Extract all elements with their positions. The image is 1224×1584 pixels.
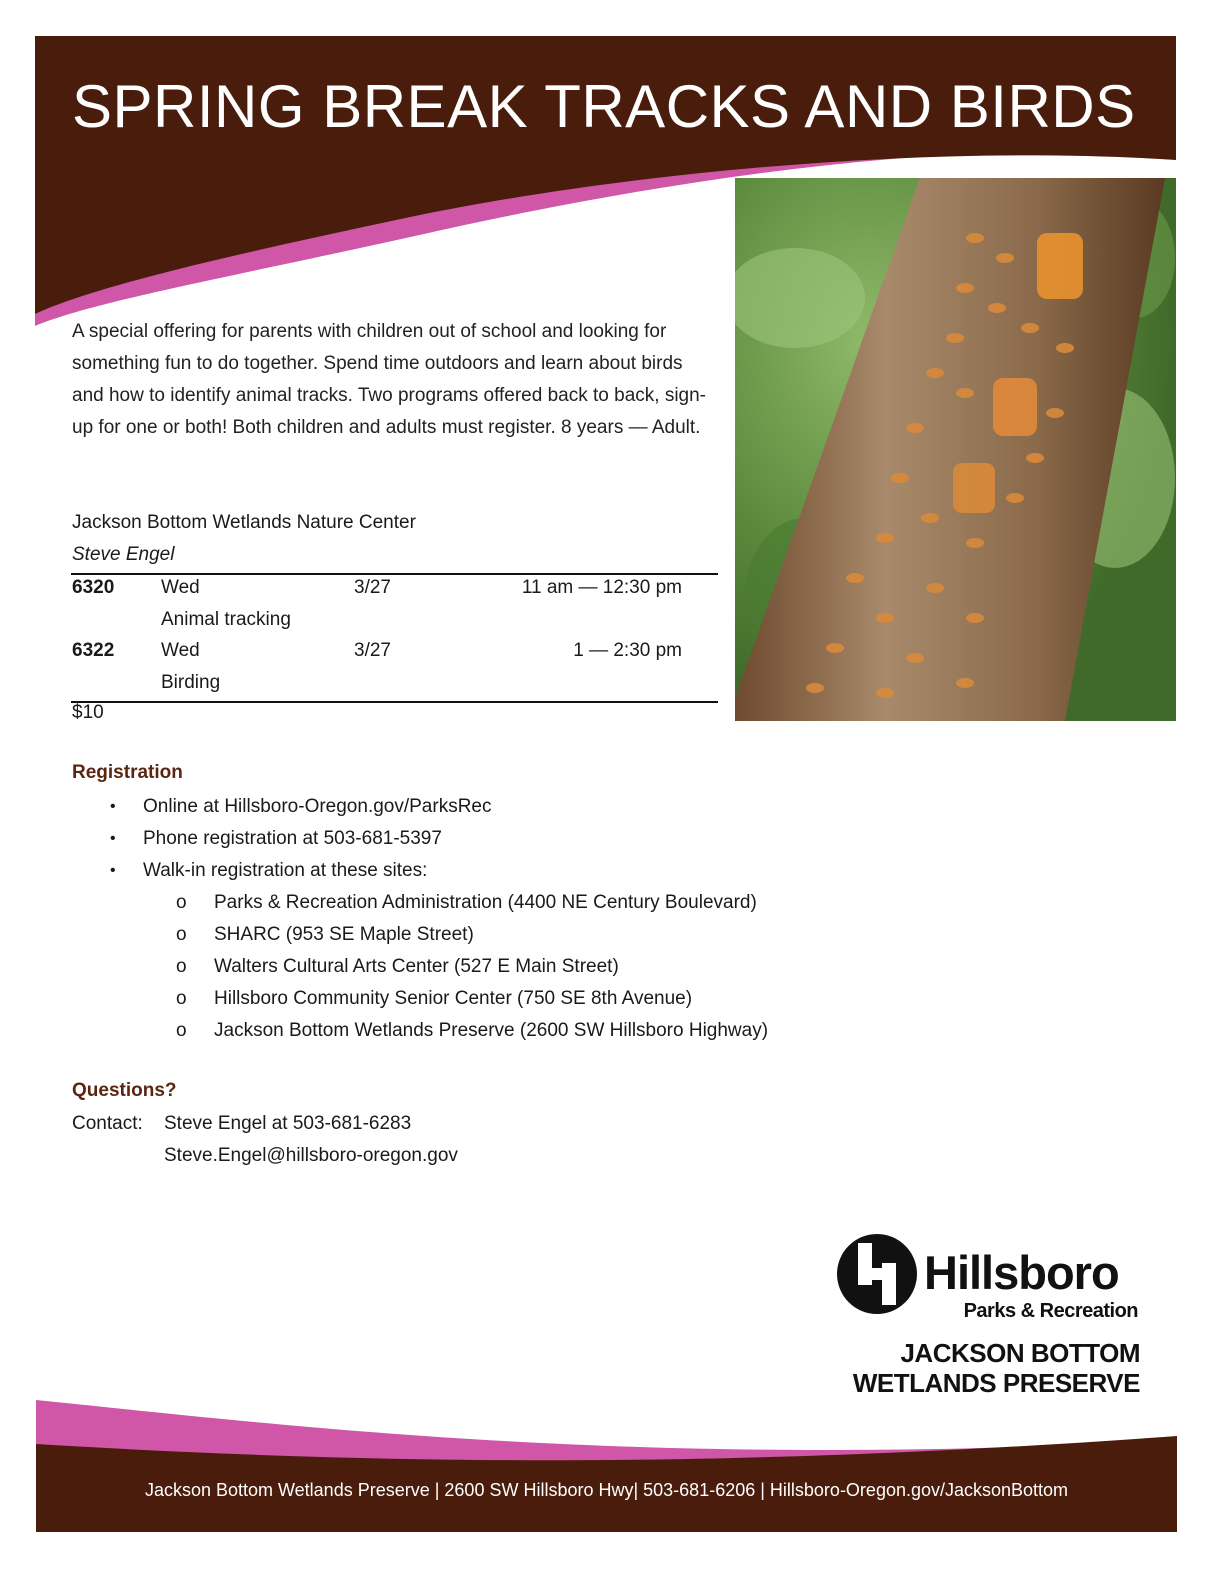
list-item: • Phone registration at 503-681-5397 bbox=[100, 823, 492, 855]
course-date: 3/27 bbox=[354, 640, 391, 661]
sub-bullet-icon: o bbox=[176, 956, 187, 977]
page-title: SPRING BREAK TRACKS AND BIRDS bbox=[72, 73, 1136, 140]
contact-email[interactable]: Steve.Engel@hillsboro-oregon.gov bbox=[164, 1145, 458, 1166]
intro-paragraph: A special offering for parents with children out of school and looking for something fun to do together. Spend time outdoors and learn about birds and how to identify animal tracks. Two programs offered back to back, sign-up for one or both! Both children and adults must register. 8 years — Adult. bbox=[72, 321, 707, 438]
logo-wordmark: Hillsboro bbox=[924, 1246, 1119, 1299]
registration-list bbox=[100, 791, 492, 887]
course-time: 11 am — 12:30 pm bbox=[521, 577, 682, 598]
sub-bullet-icon: o bbox=[176, 892, 187, 913]
preserve-name-line1: JACKSON BOTTOM bbox=[900, 1338, 1140, 1368]
sub-bullet-icon: o bbox=[176, 924, 187, 945]
course-program: Animal tracking bbox=[161, 609, 291, 630]
hillsboro-logo-icon bbox=[836, 1233, 918, 1315]
list-item: o Jackson Bottom Wetlands Preserve (2600 SW Hillsboro Highway) bbox=[176, 1015, 768, 1047]
fee: $10 bbox=[72, 702, 104, 723]
course-day: Wed bbox=[161, 640, 200, 661]
course-day: Wed bbox=[161, 577, 200, 598]
contact-label: Contact: bbox=[72, 1113, 143, 1134]
walk-in-sites-list bbox=[176, 887, 768, 1047]
schedule-row bbox=[71, 575, 718, 638]
bullet-icon: • bbox=[110, 830, 116, 847]
schedule-table bbox=[71, 573, 718, 703]
footer-contact-line: Jackson Bottom Wetlands Preserve | 2600 SW Hillsboro Hwy| 503-681-6206 | Hillsboro-Oregon.gov/JacksonBottom bbox=[144, 1480, 1069, 1500]
branch-photo bbox=[735, 178, 1176, 721]
contact-phone: Steve Engel at 503-681-6283 bbox=[164, 1113, 412, 1134]
preserve-name-line2: WETLANDS PRESERVE bbox=[852, 1368, 1140, 1398]
venue-name: Jackson Bottom Wetlands Nature Center bbox=[72, 512, 416, 533]
list-item: o Parks & Recreation Administration (4400 NE Century Boulevard) bbox=[176, 887, 768, 919]
course-time: 1 — 2:30 pm bbox=[573, 640, 682, 661]
course-code: 6320 bbox=[72, 577, 115, 598]
questions-heading: Questions? bbox=[72, 1080, 177, 1101]
bullet-icon: • bbox=[110, 798, 116, 815]
footer-banner bbox=[36, 1400, 1177, 1532]
list-item: o Walters Cultural Arts Center (527 E Main Street) bbox=[176, 951, 768, 983]
bullet-icon: • bbox=[110, 862, 116, 879]
schedule-row bbox=[71, 638, 718, 701]
course-date: 3/27 bbox=[354, 577, 391, 598]
course-program: Birding bbox=[161, 672, 221, 693]
logo-subtitle: Parks & Recreation bbox=[963, 1300, 1138, 1322]
instructor-name: Steve Engel bbox=[72, 544, 175, 565]
sub-bullet-icon: o bbox=[176, 988, 187, 1009]
sub-bullet-icon: o bbox=[176, 1020, 187, 1041]
registration-heading: Registration bbox=[72, 762, 183, 783]
course-code: 6322 bbox=[72, 640, 115, 661]
list-item: o Hillsboro Community Senior Center (750 SE 8th Avenue) bbox=[176, 983, 768, 1015]
list-item: • Walk-in registration at these sites: bbox=[100, 855, 492, 887]
list-item: • Online at Hillsboro-Oregon.gov/ParksRec bbox=[100, 791, 492, 823]
list-item: o SHARC (953 SE Maple Street) bbox=[176, 919, 768, 951]
